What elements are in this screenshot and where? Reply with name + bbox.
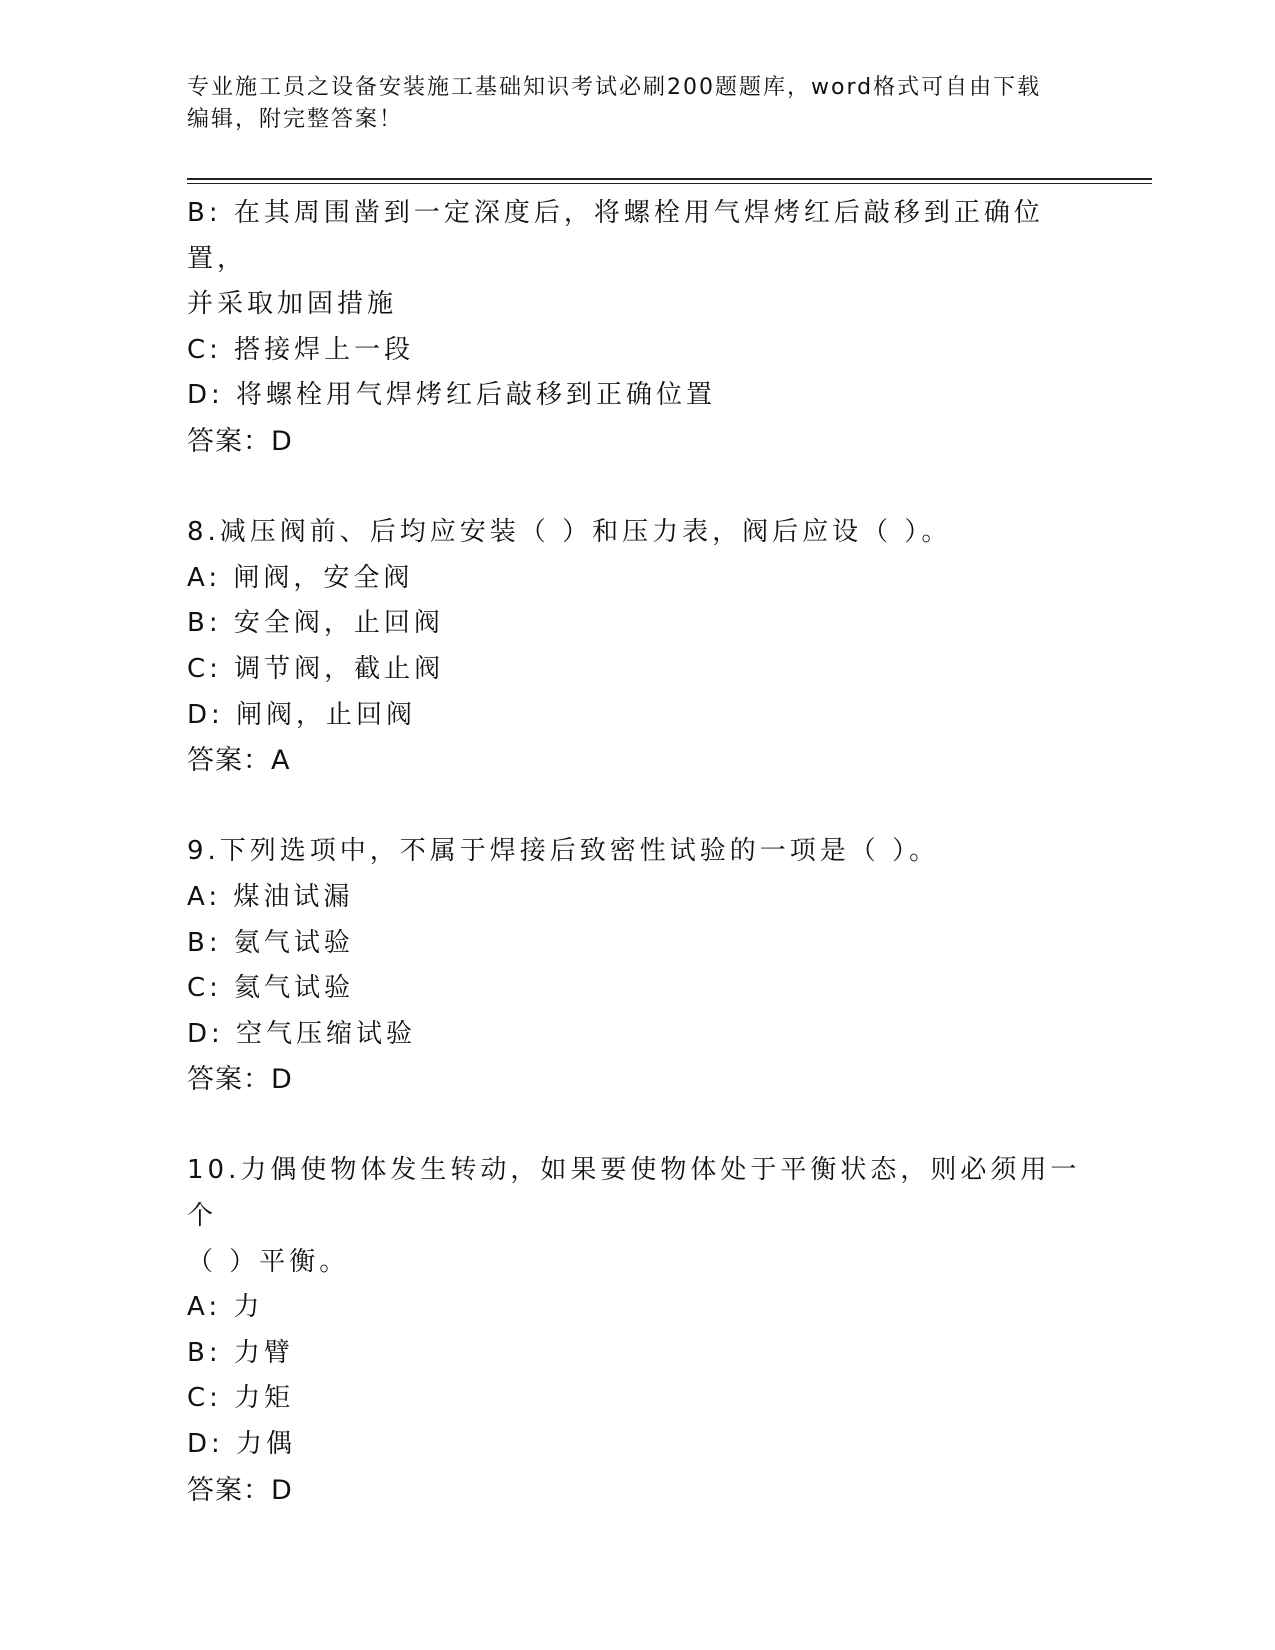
option-d: D: 力偶: [187, 1429, 297, 1460]
spacer: [187, 1103, 1087, 1149]
option-b: B: 安全阀，止回阀: [187, 608, 444, 639]
option-d: D: 将螺栓用气焊烤红后敲移到正确位置: [187, 380, 717, 411]
question-7-partial: [187, 191, 1087, 465]
spacer: [187, 784, 1087, 830]
option-d: D: 空气压缩试验: [187, 1018, 417, 1049]
option-b: B: 氨气试验: [187, 927, 354, 958]
option-c: C: 氦气试验: [187, 973, 355, 1004]
header-title-line-2: 编辑，附完整答案！: [187, 107, 404, 132]
option-a: A: 力: [187, 1292, 264, 1323]
question-text: 8.减压阀前、后均应安装（ ）和压力表，阀后应设（ ）。: [187, 517, 952, 548]
answer: 答案：D: [187, 1474, 293, 1506]
answer: 答案：D: [187, 1064, 293, 1096]
header-title-line-1: 专业施工员之设备安装施工基础知识考试必刷200题题库，word格式可自由下载: [187, 75, 1042, 100]
option-d: D: 闸阀，止回阀: [187, 699, 417, 730]
option-c: C: 调节阀，截止阀: [187, 653, 445, 684]
option-b: B: 力臂: [187, 1337, 294, 1368]
question-10: [187, 1148, 1087, 1513]
option-a: A: 闸阀，安全阀: [187, 562, 414, 593]
answer: 答案：D: [187, 425, 293, 457]
option-c: C: 搭接焊上一段: [187, 334, 415, 365]
option-a: A: 煤油试漏: [187, 881, 354, 912]
spacer: [187, 465, 1087, 511]
document-header: [187, 72, 1067, 136]
question-9: [187, 829, 1087, 1103]
answer: 答案：A: [187, 745, 291, 777]
option-b-continued: 并采取加固措施: [187, 289, 398, 320]
question-text: 9.下列选项中，不属于焊接后致密性试验的一项是（ ）。: [187, 836, 940, 867]
question-text: 10.力偶使物体发生转动，如果要使物体处于平衡状态，则必须用一个: [187, 1155, 1081, 1232]
question-text-continued: （ ）平衡。: [187, 1246, 350, 1277]
header-divider: [187, 178, 1152, 184]
question-8: [187, 510, 1087, 784]
option-b: B: 在其周围凿到一定深度后，将螺栓用气焊烤红后敲移到正确位置，: [187, 198, 1044, 274]
option-c: C: 力矩: [187, 1383, 295, 1414]
question-list: [187, 191, 1087, 1513]
